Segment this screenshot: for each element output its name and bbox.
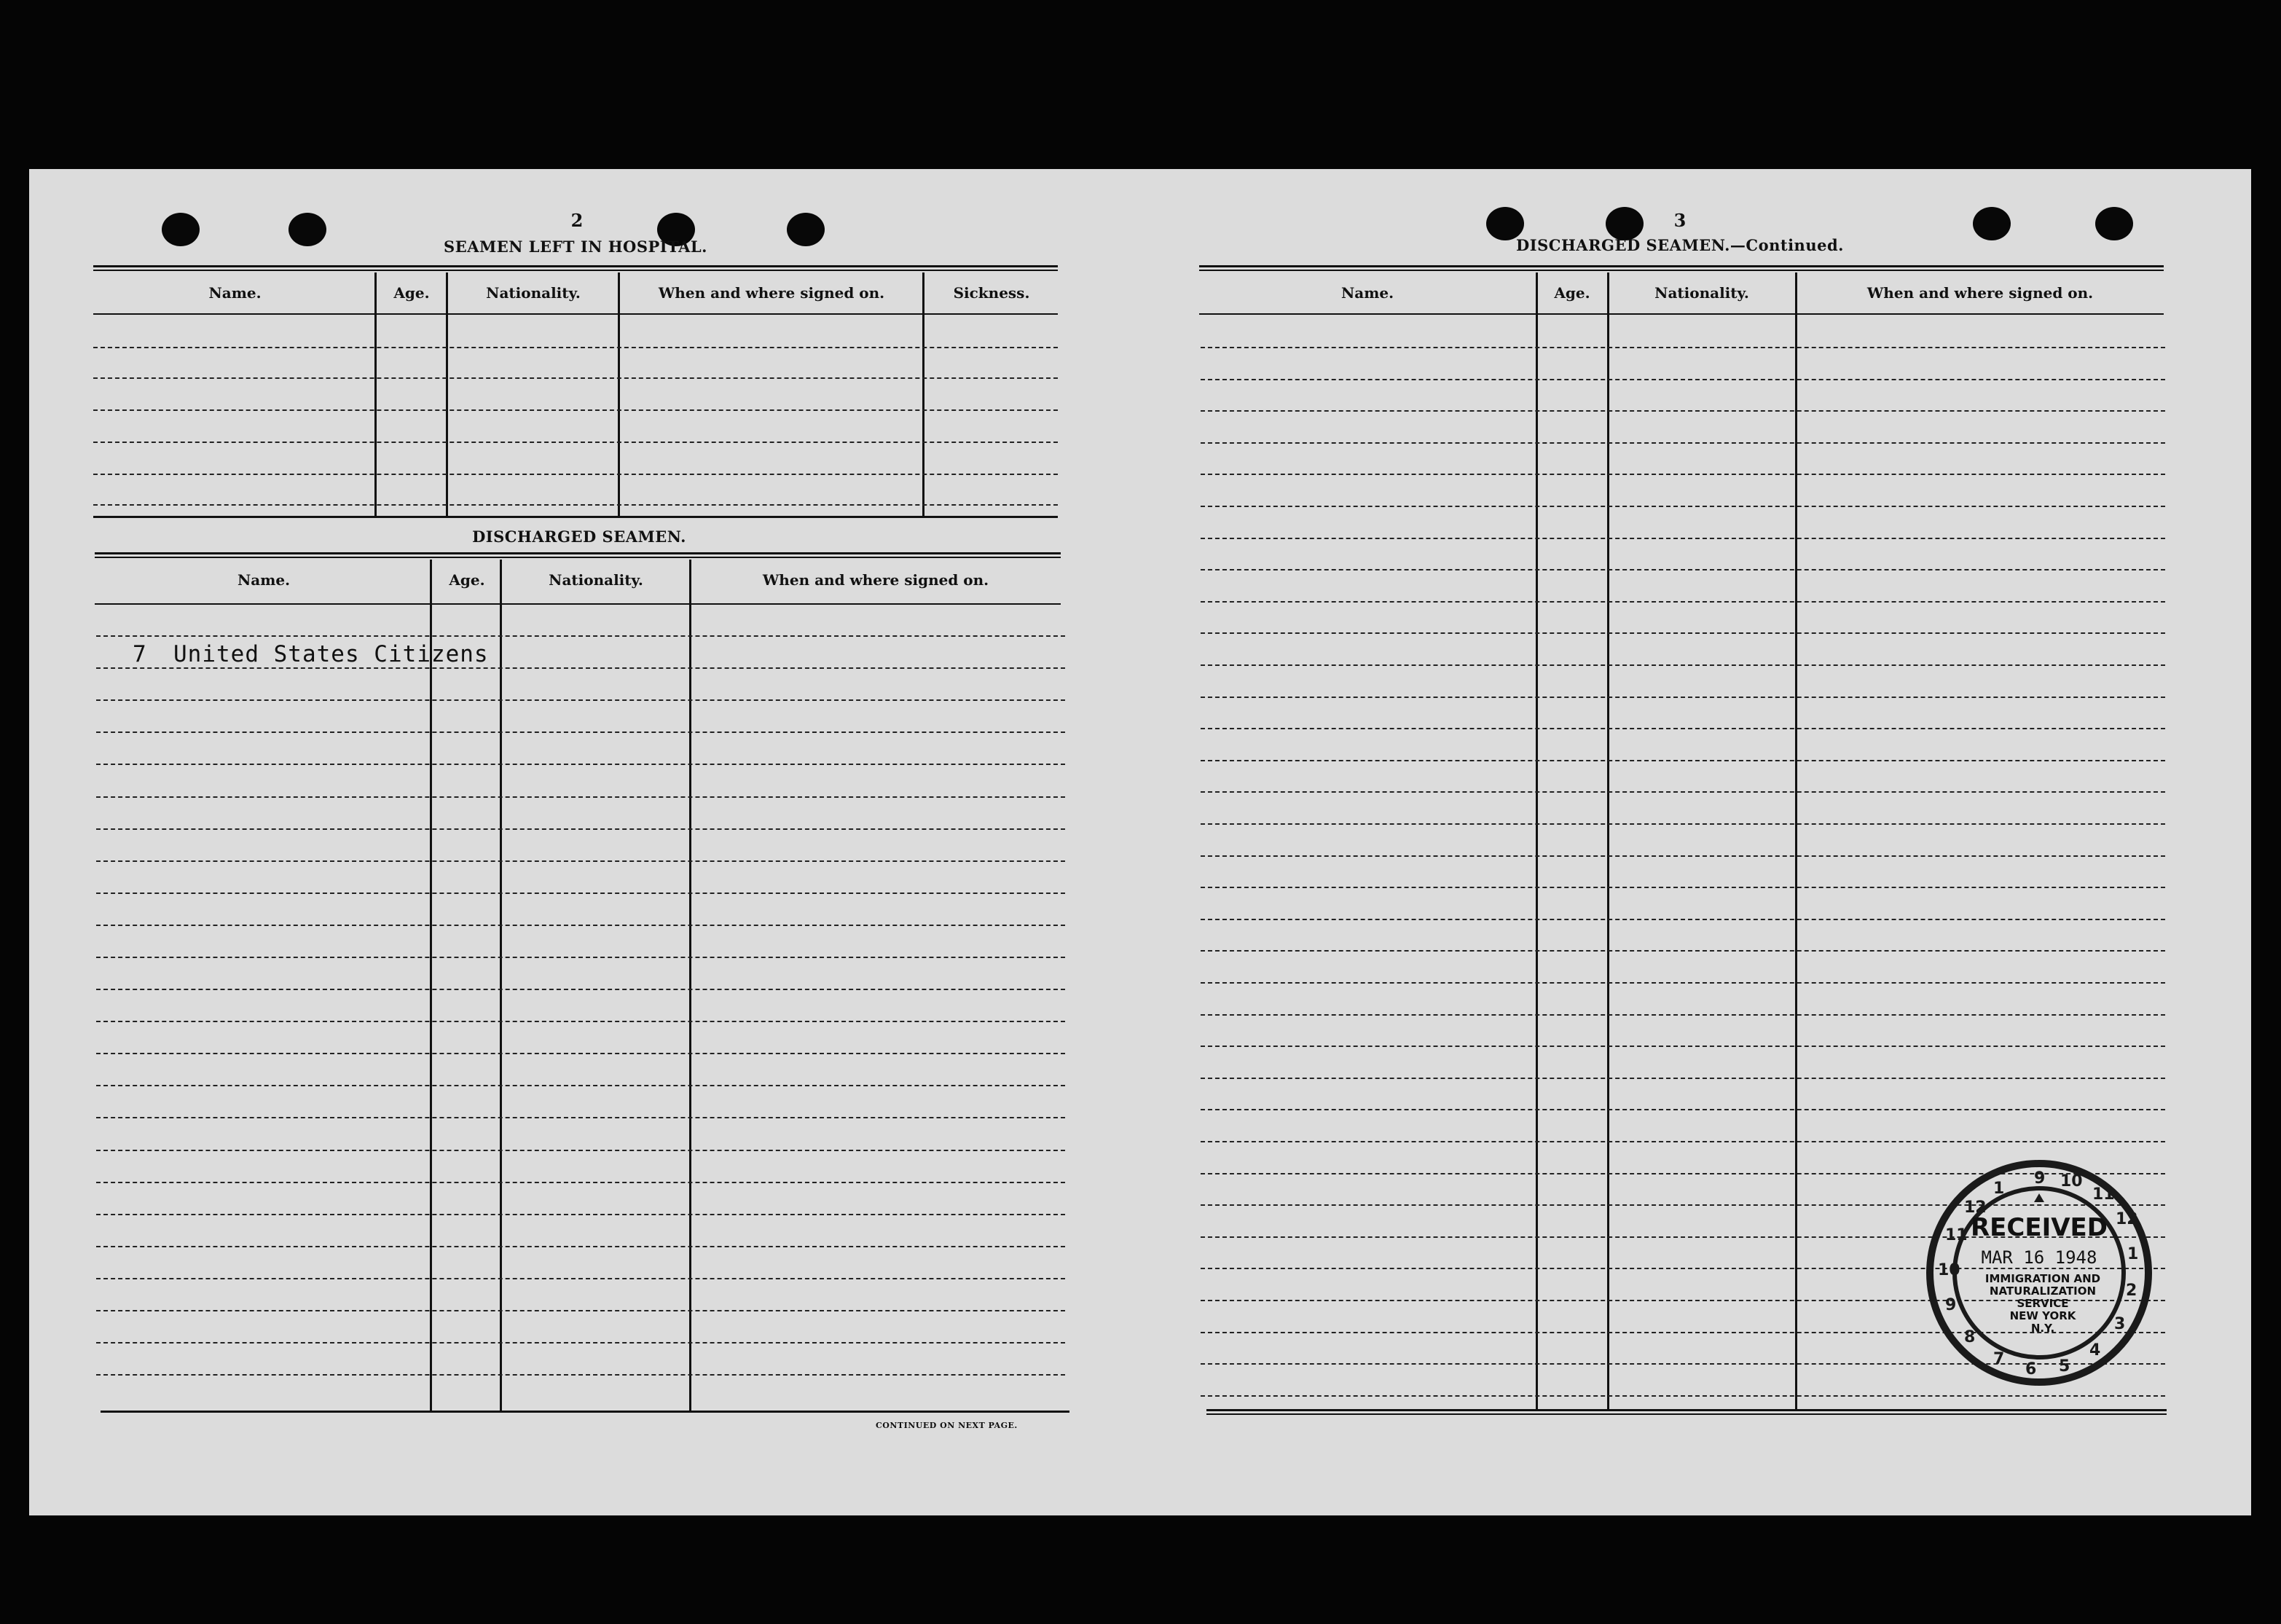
discharged-col-name-left: Name.: [237, 571, 291, 589]
hospital-row-line: [93, 474, 1058, 475]
discharged-col-divider-left: [430, 560, 432, 1412]
table-row-line: [96, 1182, 1065, 1183]
hospital-row-line: [93, 347, 1058, 348]
table-row-line: [96, 989, 1065, 990]
entry-name: United States Citizens: [173, 641, 489, 667]
svg-text:10: 10: [2060, 1172, 2083, 1190]
table-row-line: [1201, 887, 2165, 888]
table-row-line: [1201, 601, 2165, 603]
svg-text:1: 1: [2127, 1245, 2139, 1263]
table-row-line: [96, 860, 1065, 862]
table-row-line: [1201, 1046, 2165, 1047]
svg-text:12: 12: [1964, 1199, 1987, 1217]
discharged-col-when-where-right: When and where signed on.: [1866, 284, 2094, 302]
table-row-line: [1201, 442, 2165, 444]
hospital-header-rule: [93, 313, 1058, 315]
table-row-line: [1201, 569, 2165, 570]
discharged-bottom-rule-left: [101, 1411, 1069, 1413]
discharged-section-title-left: DISCHARGED SEAMEN.: [472, 527, 686, 546]
svg-text:9: 9: [2034, 1169, 2046, 1188]
stamp-date: MAR 16 1948: [1981, 1247, 2097, 1268]
svg-text:1: 1: [1993, 1180, 2005, 1198]
table-row-line: [1201, 760, 2165, 761]
table-row-line: [96, 1246, 1065, 1247]
discharged-top-rule-right: [1199, 265, 2164, 267]
table-row-line: [96, 1053, 1065, 1054]
table-row-line: [1201, 1078, 2165, 1079]
hospital-col-divider: [446, 272, 448, 516]
discharged-col-when-where-left: When and where signed on.: [762, 571, 989, 589]
table-row-line: [1201, 347, 2165, 348]
table-row-line: [1201, 632, 2165, 634]
table-row-line: [96, 699, 1065, 701]
page-number-left: 2: [570, 210, 584, 231]
table-row-line: [1201, 950, 2165, 952]
svg-text:12: 12: [2116, 1210, 2138, 1228]
hospital-row-line: [93, 377, 1058, 379]
table-row-line: [1201, 410, 2165, 412]
stamp-seal: [1923, 1157, 2155, 1389]
table-row-line: [1201, 697, 2165, 698]
hospital-col-age: Age.: [393, 284, 430, 302]
punch-hole: [2095, 207, 2133, 240]
table-row-line: [96, 828, 1065, 830]
discharged-section-title-right: DISCHARGED SEAMEN.—Continued.: [1516, 236, 1844, 254]
hospital-top-rule: [93, 265, 1058, 267]
table-row-line: [1201, 855, 2165, 857]
svg-text:8: 8: [1964, 1328, 1976, 1346]
table-row-line: [96, 1310, 1065, 1311]
table-row-line: [1201, 506, 2165, 507]
table-row-line: [96, 1021, 1065, 1022]
table-row-line: [1201, 728, 2165, 729]
table-row-line: [96, 925, 1065, 926]
hospital-row-line: [93, 442, 1058, 443]
table-row-line: [1201, 982, 2165, 984]
table-row-line: [96, 957, 1065, 958]
svg-text:9: 9: [1945, 1296, 1957, 1314]
table-row-line: [1201, 379, 2165, 380]
svg-text:5: 5: [2059, 1357, 2070, 1376]
table-row-line: [96, 1085, 1065, 1086]
hospital-col-divider: [922, 272, 924, 516]
punch-hole: [162, 213, 200, 246]
stamp-text-line: NATURALIZATION: [1989, 1284, 2097, 1298]
punch-hole: [288, 213, 326, 246]
table-row-line: [1201, 1395, 2165, 1397]
discharged-col-divider-left: [689, 560, 691, 1412]
discharged-col-age-left: Age.: [449, 571, 485, 589]
document-sheet: [29, 169, 2251, 1515]
discharged-top-rule-right-2: [1199, 270, 2164, 271]
table-row-line: [96, 731, 1065, 733]
svg-text:7: 7: [1993, 1350, 2005, 1368]
table-row-line: [1201, 664, 2165, 666]
table-row-line: [96, 796, 1065, 798]
table-row-line: [1201, 919, 2165, 920]
table-row-line: [96, 764, 1065, 765]
discharged-col-nationality-left: Nationality.: [549, 571, 643, 589]
discharged-top-rule-left-2: [95, 557, 1061, 558]
discharged-header-rule-right: [1199, 313, 2164, 315]
hospital-col-nationality: Nationality.: [486, 284, 581, 302]
stamp-text-line: N.Y.: [2030, 1322, 2055, 1335]
punch-hole: [1973, 207, 2011, 240]
table-row-line: [96, 667, 1065, 669]
discharged-col-age-right: Age.: [1554, 284, 1590, 302]
table-row-line: [96, 1374, 1065, 1376]
hospital-row-line: [93, 504, 1058, 506]
svg-text:11: 11: [1945, 1226, 1968, 1244]
hospital-col-divider: [618, 272, 620, 516]
discharged-col-nationality-right: Nationality.: [1654, 284, 1749, 302]
table-row-line: [96, 1117, 1065, 1118]
svg-text:11: 11: [2092, 1185, 2115, 1204]
hospital-col-sickness: Sickness.: [953, 284, 1030, 302]
hospital-bottom-rule: [93, 516, 1058, 518]
table-row-line: [96, 1214, 1065, 1215]
table-row-line: [1201, 1109, 2165, 1110]
discharged-bottom-rule-right-2: [1206, 1413, 2167, 1415]
continued-note: CONTINUED ON NEXT PAGE.: [876, 1421, 1018, 1430]
svg-text:10: 10: [1938, 1261, 1960, 1279]
entry-count: 7: [133, 641, 147, 667]
table-row-line: [96, 1150, 1065, 1151]
svg-text:2: 2: [2126, 1282, 2137, 1300]
discharged-header-rule-left: [95, 603, 1061, 605]
punch-hole: [787, 213, 825, 246]
discharged-bottom-rule-right: [1206, 1409, 2167, 1411]
discharged-top-rule-left: [95, 552, 1061, 554]
hospital-row-line: [93, 409, 1058, 411]
table-row-line: [96, 1342, 1065, 1343]
svg-text:3: 3: [2114, 1315, 2126, 1333]
table-row-line: [96, 1278, 1065, 1279]
received-stamp: [1923, 1157, 2155, 1389]
hospital-col-name: Name.: [208, 284, 262, 302]
stamp-text-line: NEW YORK: [2009, 1309, 2076, 1322]
discharged-col-divider-left: [500, 560, 502, 1412]
table-row-line: [1201, 474, 2165, 475]
page-number-right: 3: [1673, 210, 1687, 231]
svg-text:4: 4: [2089, 1341, 2101, 1360]
stamp-received-label: RECEIVED: [1971, 1213, 2108, 1242]
table-row-line: [1201, 1141, 2165, 1142]
hospital-section-title: SEAMEN LEFT IN HOSPITAL.: [444, 238, 707, 256]
discharged-col-name-right: Name.: [1340, 284, 1394, 302]
hospital-top-rule-2: [93, 270, 1058, 271]
table-row-line: [1201, 823, 2165, 825]
table-row-line: [1201, 791, 2165, 793]
hospital-col-when-where: When and where signed on.: [658, 284, 885, 302]
table-row-line: [96, 893, 1065, 894]
stamp-text-line: IMMIGRATION AND: [1984, 1272, 2101, 1285]
table-row-line: [1201, 1014, 2165, 1016]
svg-text:6: 6: [2025, 1360, 2037, 1378]
stamp-text-line: SERVICE: [2017, 1297, 2069, 1310]
hospital-col-divider: [374, 272, 377, 516]
table-row-line: [96, 635, 1065, 637]
table-row-line: [1201, 538, 2165, 539]
